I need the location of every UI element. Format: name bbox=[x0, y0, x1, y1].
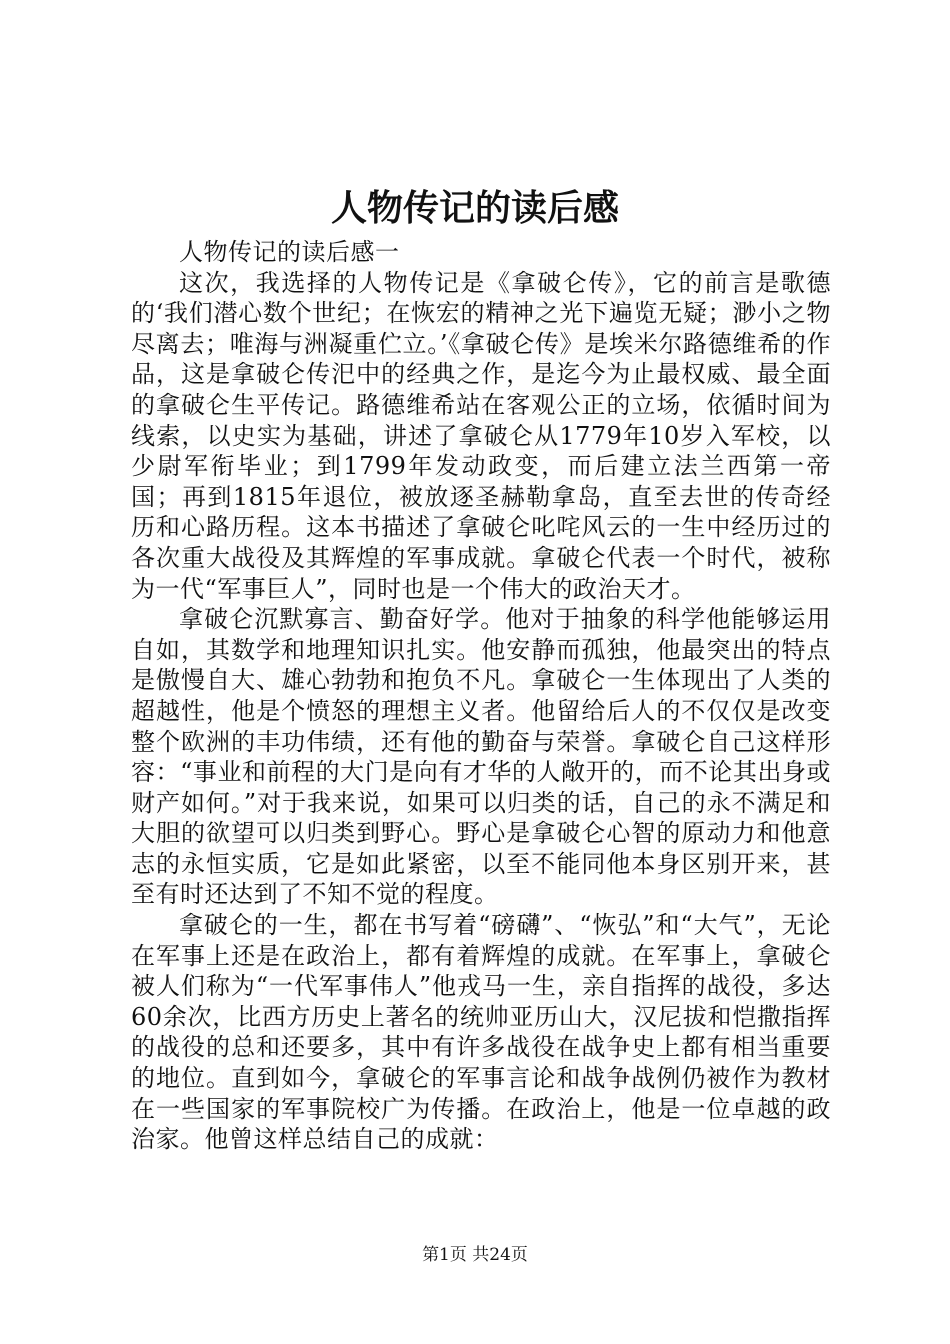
document-body bbox=[131, 237, 831, 1155]
page-number-footer: 第1页 共24页 bbox=[422, 1245, 528, 1265]
paragraph-3: 拿破仑的一生，都在书写着“磅礴”、“恢弘”和“大气”，无论在军事上还是在政治上，都有着辉煌的成就。在军事上，拿破仑被人们称为“一代军事伟人”他戎马一生，亲自指挥的战役，多达60余次，比西方历史上著名的统帅亚历山大，汉尼拔和恺撒指挥的战役的总和还要多，其中有许多战役在战争史上都有相当重要的地位。直到如今，拿破仑的军事言论和战争战例仍被作为教材在一些国家的军事院校广为传播。在政治上，他是一位卓越的政治家。他曾这样总结自己的成就： bbox=[131, 911, 831, 1154]
document-title: 人物传记的读后感 bbox=[330, 187, 619, 229]
paragraph-2: 拿破仑沉默寡言、勤奋好学。他对于抽象的科学他能够运用自如，其数学和地理知识扎实。他安静而孤独，他最突出的特点是傲慢自大、雄心勃勃和抱负不凡。拿破仑一生体现出了人类的超越性，他是个愤怒的理想主义者。他留给后人的不仅仅是改变整个欧洲的丰功伟绩，还有他的勤奋与荣誉。拿破仑自己这样形容：“事业和前程的大门是向有才华的人敞开的，而不论其出身或财产如何。”对于我来说，如果可以归类的话，自己的永不满足和大胆的欲望可以归类到野心。野心是拿破仑心智的原动力和他意志的永恒实质，它是如此紧密，以至不能同他本身区别开来，甚至有时还达到了不知不觉的程度。 bbox=[131, 605, 831, 909]
paragraph-1: 这次，我选择的人物传记是《拿破仑传》，它的前言是歌德的‘我们潜心数个世纪；在恢宏的精神之光下遍览无疑；渺小之物尽离去；唯海与洲凝重伫立。’《拿破仑传》是埃米尔路德维希的作品，这是拿破仑传汜中的经典之作，是迄今为止最权威、最全面的拿破仑生平传记。路德维希站在客观公正的立场，依循时间为线索，以史实为基础，讲述了拿破仑从1779年10岁入军校，以少尉军衔毕业；到1799年发动政变，而后建立法兰西第一帝国；再到1815年退位，被放逐圣赫勒拿岛，直至去世的传奇经历和心路历程。这本书描述了拿破仑叱咤风云的一生中经历过的各次重大战役及其辉煌的军事成就。拿破仑代表一个时代，被称为一代“军事巨人”，同时也是一个伟大的政治天才。 bbox=[131, 268, 831, 603]
section-heading: 人物传记的读后感一 bbox=[179, 238, 400, 266]
